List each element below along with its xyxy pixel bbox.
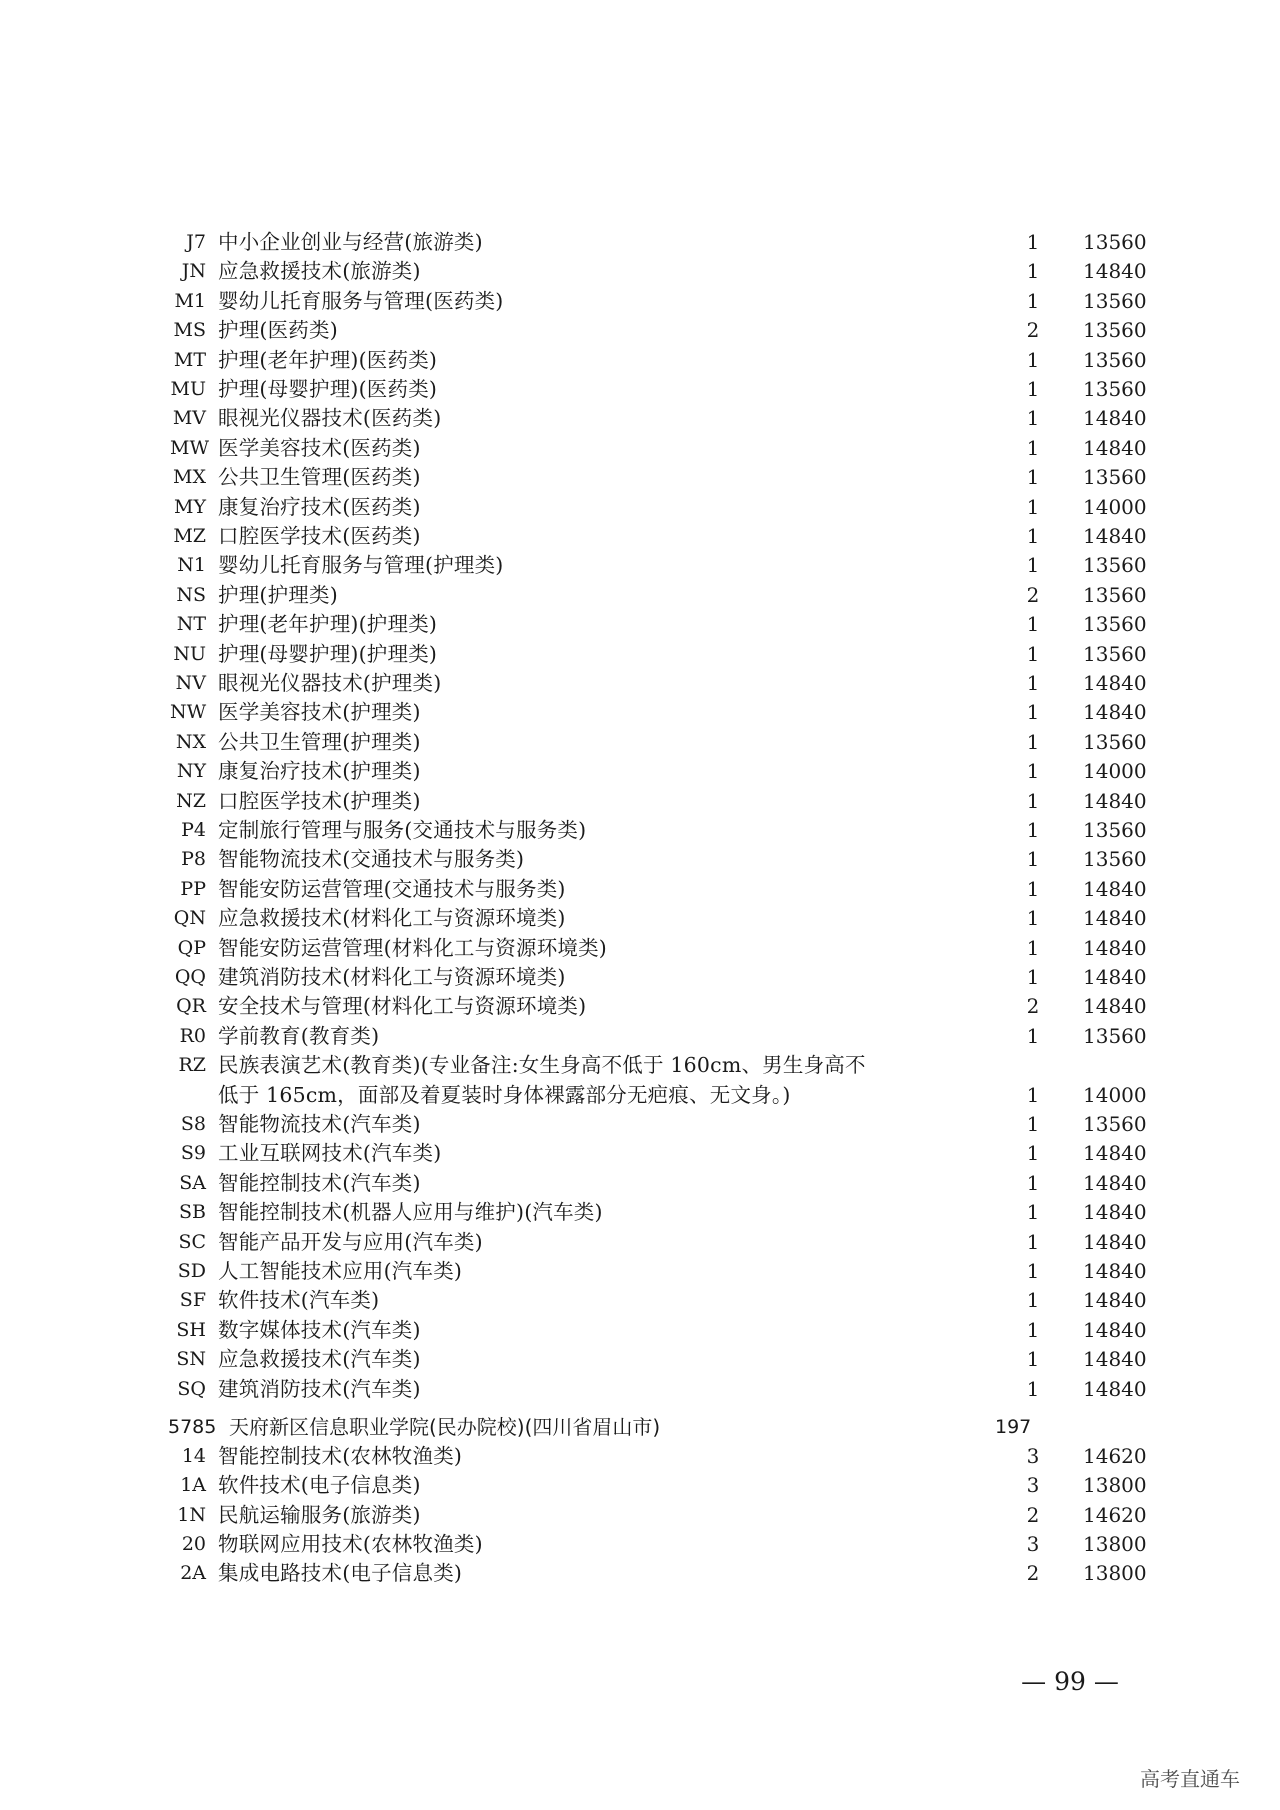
major-code: P8	[181, 848, 206, 871]
major-code: S9	[180, 1142, 206, 1165]
tuition-fee: 14000	[1083, 1082, 1147, 1107]
major-name: 口腔医学技术(护理类)	[218, 788, 421, 813]
plan-count: 1	[1026, 1347, 1040, 1372]
major-name: 应急救援技术(旅游类)	[218, 259, 421, 284]
tuition-fee: 14840	[1083, 935, 1147, 960]
plan-count: 1	[1026, 435, 1040, 460]
major-name: 物联网应用技术(农林牧渔类)	[218, 1531, 483, 1556]
table-row	[0, 1375, 1280, 1404]
plan-count: 1	[1026, 759, 1040, 784]
tuition-fee: 14840	[1083, 1259, 1147, 1283]
major-code: NZ	[176, 789, 206, 812]
table-row	[0, 228, 1280, 257]
tuition-fee: 13560	[1083, 818, 1147, 842]
plan-count: 1	[1026, 788, 1040, 813]
watermark-text: 高考直通车	[1140, 1767, 1240, 1791]
major-code: SA	[179, 1171, 206, 1194]
plan-count: 1	[1026, 347, 1040, 372]
major-name: 康复治疗技术(医药类)	[218, 494, 421, 519]
plan-count: 3	[1026, 1444, 1040, 1469]
major-name: 学前教育(教育类)	[218, 1023, 380, 1048]
major-code: NT	[176, 613, 206, 636]
major-code: MX	[173, 466, 206, 489]
major-code: MS	[173, 319, 206, 342]
plan-count: 1	[1026, 524, 1040, 548]
major-code: SD	[177, 1260, 206, 1282]
tuition-fee: 13800	[1083, 1531, 1147, 1556]
table-row	[0, 992, 1280, 1021]
plan-count: 1	[1026, 641, 1040, 666]
plan-count: 3	[1026, 1473, 1040, 1498]
tuition-fee: 13560	[1083, 847, 1147, 872]
tuition-fee: 13560	[1083, 641, 1147, 666]
table-row	[0, 1442, 1280, 1471]
major-code: M1	[174, 289, 206, 312]
major-code: MU	[170, 378, 206, 400]
major-code: 1A	[180, 1474, 206, 1497]
table-row	[0, 1471, 1280, 1500]
major-name: 康复治疗技术(护理类)	[218, 759, 421, 784]
table-row	[0, 1530, 1280, 1559]
major-name: 公共卫生管理(护理类)	[218, 729, 421, 754]
table-row	[0, 728, 1280, 757]
table-row	[0, 522, 1280, 551]
table-row	[0, 698, 1280, 727]
plan-count: 1	[1026, 259, 1040, 284]
major-code: MV	[172, 407, 206, 430]
plan-count: 1	[1026, 729, 1040, 754]
tuition-fee: 13560	[1083, 729, 1147, 754]
major-code: NW	[170, 701, 207, 724]
plan-count: 1	[1026, 288, 1040, 313]
table-row	[0, 1198, 1280, 1227]
major-name: 婴幼儿托育服务与管理(护理类)	[218, 553, 504, 578]
tuition-fee: 14000	[1083, 494, 1147, 519]
table-row	[0, 875, 1280, 904]
table-row	[0, 669, 1280, 698]
tuition-fee: 13560	[1083, 553, 1147, 578]
major-name: 低于 165cm，面部及着夏装时身体裸露部分无疤痕、无文身。)	[218, 1082, 791, 1107]
major-name: 智能控制技术(汽车类)	[218, 1170, 421, 1195]
plan-count: 1	[1026, 906, 1040, 931]
major-name: 集成电路技术(电子信息类)	[218, 1561, 463, 1585]
major-code: 1N	[177, 1503, 206, 1526]
major-name: 定制旅行管理与服务(交通技术与服务类)	[218, 818, 587, 842]
major-code: R0	[179, 1024, 206, 1047]
plan-count: 1	[1026, 1112, 1040, 1136]
tuition-fee: 14840	[1083, 1317, 1147, 1342]
plan-count: 1	[1026, 553, 1040, 578]
major-code: 20	[181, 1532, 206, 1555]
major-code: RZ	[178, 1054, 206, 1077]
table-row	[0, 1501, 1280, 1530]
tuition-fee: 13560	[1083, 612, 1147, 637]
plan-count: 1	[1026, 406, 1040, 431]
tuition-fee: 14840	[1083, 1141, 1147, 1166]
major-code: MY	[174, 495, 206, 518]
table-row	[0, 316, 1280, 345]
table-row	[0, 1286, 1280, 1315]
tuition-fee: 14840	[1083, 259, 1147, 284]
plan-count: 1	[1026, 1170, 1040, 1195]
tuition-fee: 14840	[1083, 524, 1147, 548]
major-name: 应急救援技术(材料化工与资源环境类)	[218, 906, 566, 931]
major-name: 口腔医学技术(医药类)	[218, 524, 421, 548]
major-code: MZ	[173, 525, 206, 547]
table-row	[0, 551, 1280, 580]
table-row	[0, 346, 1280, 375]
tuition-fee: 14840	[1083, 671, 1147, 695]
major-code: QP	[177, 936, 206, 959]
plan-count: 1	[1026, 1376, 1040, 1401]
major-code: NY	[176, 760, 206, 783]
major-name: 公共卫生管理(医药类)	[218, 465, 421, 490]
tuition-fee: 14620	[1083, 1444, 1147, 1469]
major-name: 护理(医药类)	[218, 318, 338, 343]
table-row	[0, 287, 1280, 316]
table-row	[0, 1257, 1280, 1286]
major-code: S8	[180, 1113, 206, 1135]
tuition-fee: 14840	[1083, 700, 1147, 725]
tuition-fee: 13560	[1083, 347, 1147, 372]
tuition-fee: 14840	[1083, 435, 1147, 460]
plan-count: 1	[1026, 465, 1040, 490]
plan-count: 1	[1026, 935, 1040, 960]
major-name: 安全技术与管理(材料化工与资源环境类)	[218, 994, 587, 1019]
plan-count: 2	[1026, 1502, 1040, 1527]
table-row-continuation	[0, 1081, 1280, 1110]
plan-count: 1	[1026, 671, 1040, 695]
plan-count: 1	[1026, 965, 1040, 989]
major-code: SF	[179, 1289, 206, 1312]
major-code: NV	[175, 672, 206, 694]
major-name: 建筑消防技术(材料化工与资源环境类)	[218, 965, 566, 989]
major-code: 5785	[168, 1416, 217, 1438]
table-row	[0, 493, 1280, 522]
major-code: QQ	[174, 966, 206, 988]
table-row	[0, 640, 1280, 669]
table-row	[0, 963, 1280, 992]
major-name: 智能安防运营管理(交通技术与服务类)	[218, 876, 566, 901]
tuition-fee: 14840	[1083, 906, 1147, 931]
major-code: MT	[173, 348, 206, 371]
plan-count: 2	[1026, 318, 1040, 343]
tuition-fee: 13800	[1083, 1561, 1147, 1585]
plan-count: 1	[1026, 818, 1040, 842]
table-row	[0, 375, 1280, 404]
major-code: J7	[186, 231, 206, 253]
tuition-fee: 14840	[1083, 994, 1147, 1019]
major-name: 医学美容技术(医药类)	[218, 435, 421, 460]
table-row	[0, 904, 1280, 933]
plan-count: 1	[1026, 1229, 1040, 1254]
plan-count: 1	[1026, 1023, 1040, 1048]
tuition-fee: 13560	[1083, 582, 1147, 607]
major-name: 护理(母婴护理)(医药类)	[218, 377, 438, 401]
plan-count: 1	[1026, 1288, 1040, 1313]
major-name: 中小企业创业与经营(旅游类)	[218, 230, 483, 254]
tuition-fee: 14840	[1083, 406, 1147, 431]
plan-count: 197	[995, 1416, 1032, 1438]
table-row	[0, 1316, 1280, 1345]
major-code: SC	[178, 1230, 206, 1253]
major-name: 智能安防运营管理(材料化工与资源环境类)	[218, 935, 607, 960]
table-row	[0, 1022, 1280, 1051]
table-row	[0, 463, 1280, 492]
plan-count: 1	[1026, 230, 1040, 254]
major-name: 眼视光仪器技术(医药类)	[218, 406, 442, 431]
table-row	[0, 1051, 1280, 1080]
major-code: JN	[181, 260, 206, 283]
plan-count: 1	[1026, 876, 1040, 901]
major-name: 民航运输服务(旅游类)	[218, 1502, 421, 1527]
plan-count: 2	[1026, 1561, 1040, 1585]
table-row	[0, 581, 1280, 610]
major-name: 数字媒体技术(汽车类)	[218, 1317, 421, 1342]
institution-header-row	[0, 1413, 1280, 1442]
major-name: 眼视光仪器技术(护理类)	[218, 671, 442, 695]
table-row	[0, 1228, 1280, 1257]
major-name: 护理(老年护理)(医药类)	[218, 347, 438, 372]
major-name: 智能控制技术(机器人应用与维护)(汽车类)	[218, 1200, 603, 1225]
tuition-fee: 14000	[1083, 759, 1147, 784]
plan-count: 3	[1026, 1531, 1040, 1556]
major-code: SQ	[177, 1377, 206, 1400]
major-name: 软件技术(汽车类)	[218, 1288, 380, 1313]
table-row	[0, 845, 1280, 874]
tuition-fee: 14840	[1083, 1376, 1147, 1401]
major-code: 2A	[180, 1562, 206, 1584]
major-code: QR	[176, 995, 206, 1018]
table-row	[0, 787, 1280, 816]
major-name: 护理(护理类)	[218, 582, 338, 607]
major-name: 智能物流技术(交通技术与服务类)	[218, 847, 525, 872]
major-name: 婴幼儿托育服务与管理(医药类)	[218, 288, 504, 313]
major-name: 智能产品开发与应用(汽车类)	[218, 1229, 483, 1254]
major-name: 软件技术(电子信息类)	[218, 1473, 421, 1498]
major-name: 天府新区信息职业学院(民办院校)(四川省眉山市)	[229, 1415, 661, 1439]
major-code: NS	[176, 583, 206, 606]
plan-count: 2	[1026, 582, 1040, 607]
plan-count: 1	[1026, 612, 1040, 637]
tuition-fee: 14840	[1083, 788, 1147, 813]
plan-count: 1	[1026, 847, 1040, 872]
major-code: SH	[176, 1318, 206, 1341]
plan-count: 1	[1026, 1259, 1040, 1283]
tuition-fee: 14620	[1083, 1502, 1147, 1527]
tuition-fee: 14840	[1083, 965, 1147, 989]
table-row	[0, 934, 1280, 963]
table-row	[0, 1139, 1280, 1168]
major-code: P4	[181, 819, 206, 841]
table-row	[0, 757, 1280, 786]
table-row	[0, 1559, 1280, 1588]
plan-count: 1	[1026, 1317, 1040, 1342]
major-code: PP	[180, 877, 206, 900]
tuition-fee: 13560	[1083, 288, 1147, 313]
tuition-fee: 13560	[1083, 377, 1147, 401]
table-row	[0, 1110, 1280, 1139]
tuition-fee: 14840	[1083, 1229, 1147, 1254]
tuition-fee: 14840	[1083, 876, 1147, 901]
major-code: NX	[175, 730, 206, 753]
tuition-fee: 13560	[1083, 1023, 1147, 1048]
major-name: 应急救援技术(汽车类)	[218, 1347, 421, 1372]
major-code: N1	[177, 554, 206, 577]
tuition-fee: 14840	[1083, 1288, 1147, 1313]
tuition-fee: 13560	[1083, 465, 1147, 490]
major-code: QN	[173, 907, 206, 930]
major-name: 建筑消防技术(汽车类)	[218, 1376, 421, 1401]
table-row	[0, 434, 1280, 463]
major-code: SN	[176, 1348, 206, 1371]
plan-count: 1	[1026, 1141, 1040, 1166]
plan-count: 1	[1026, 700, 1040, 725]
table-row	[0, 257, 1280, 286]
tuition-fee: 14840	[1083, 1200, 1147, 1225]
plan-count: 1	[1026, 1082, 1040, 1107]
tuition-fee: 13800	[1083, 1473, 1147, 1498]
tuition-fee: 13560	[1083, 230, 1147, 254]
major-name: 医学美容技术(护理类)	[218, 700, 421, 725]
page-number: — 99 —	[1021, 1667, 1119, 1696]
tuition-fee: 13560	[1083, 1112, 1147, 1136]
tuition-fee: 14840	[1083, 1170, 1147, 1195]
major-name: 护理(母婴护理)(护理类)	[218, 641, 438, 666]
major-name: 智能控制技术(农林牧渔类)	[218, 1444, 463, 1469]
tuition-fee: 13560	[1083, 318, 1147, 343]
table-row	[0, 610, 1280, 639]
tuition-fee: 14840	[1083, 1347, 1147, 1372]
plan-count: 1	[1026, 494, 1040, 519]
major-code: NU	[173, 642, 206, 665]
major-code: MW	[170, 436, 209, 459]
table-row	[0, 1345, 1280, 1374]
major-name: 工业互联网技术(汽车类)	[218, 1141, 442, 1166]
major-code: 14	[181, 1445, 206, 1468]
major-code: SB	[179, 1201, 206, 1224]
major-name: 护理(老年护理)(护理类)	[218, 612, 438, 637]
table-row	[0, 404, 1280, 433]
table-row	[0, 1169, 1280, 1198]
major-name: 智能物流技术(汽车类)	[218, 1112, 421, 1136]
table-row	[0, 816, 1280, 845]
plan-count: 1	[1026, 1200, 1040, 1225]
plan-count: 1	[1026, 377, 1040, 401]
major-name: 民族表演艺术(教育类)(专业备注:女生身高不低于 160cm、男生身高不	[218, 1053, 866, 1078]
major-name: 人工智能技术应用(汽车类)	[218, 1259, 463, 1283]
plan-count: 2	[1026, 994, 1040, 1019]
